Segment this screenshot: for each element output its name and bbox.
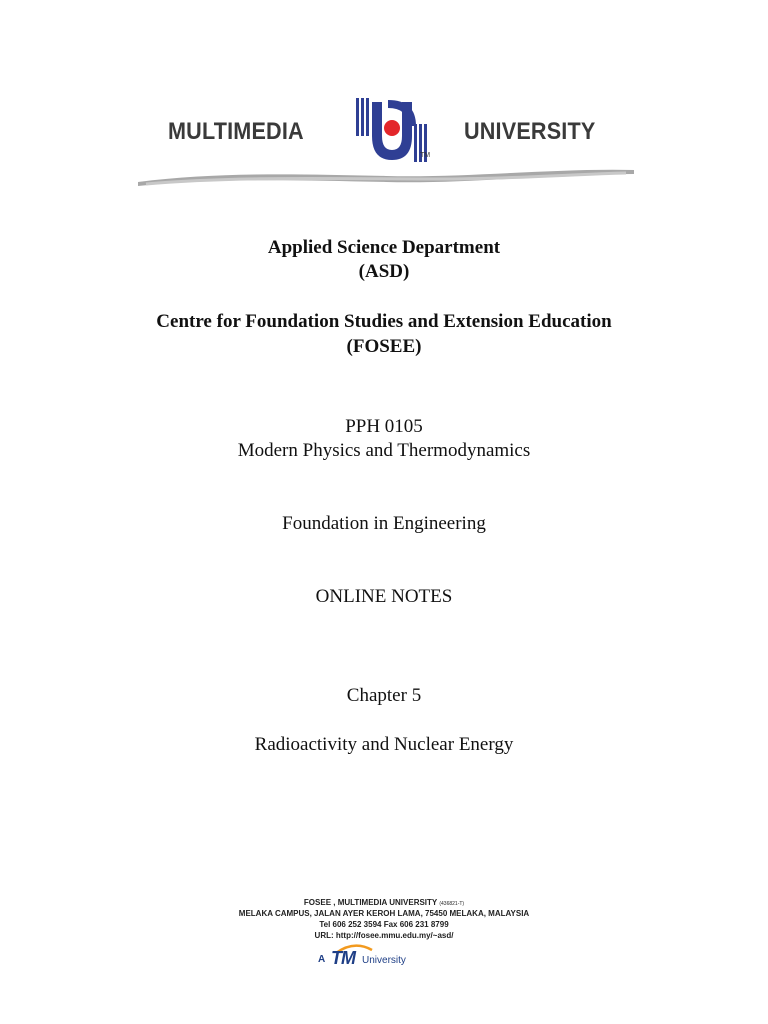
department-abbr: (ASD) <box>358 261 410 282</box>
footer-reg-no: (436821-T) <box>439 901 465 907</box>
programme-name: Foundation in Engineering <box>282 513 486 534</box>
centre-abbr: (FOSEE) <box>346 336 422 357</box>
department-name: Applied Science Department <box>267 237 501 258</box>
centre-name: Centre for Foundation Studies and Extension Education <box>156 311 612 332</box>
course-title: Modern Physics and Thermodynamics <box>237 440 531 461</box>
chapter-number: Chapter 5 <box>346 685 422 706</box>
course-code: PPH 0105 <box>345 416 423 437</box>
logo-swoosh <box>136 164 636 188</box>
tm-logo-text: TM <box>331 948 355 968</box>
tm-university-logo <box>318 946 418 970</box>
notes-label: ONLINE NOTES <box>315 586 453 607</box>
logo-left-word: MULTIMEDIA <box>168 118 304 145</box>
footer-url: URL: http://fosee.mmu.edu.my/~asd/ <box>314 931 454 940</box>
footer-org-name: FOSEE , MULTIMEDIA UNIVERSITY <box>303 898 438 907</box>
chapter-title: Radioactivity and Nuclear Energy <box>254 734 514 755</box>
footer-address: MELAKA CAMPUS, JALAN AYER KEROH LAMA, 75450 MELAKA, MALAYSIA <box>238 909 530 918</box>
tm-university-text: University <box>362 955 406 966</box>
footer-contact: Tel 606 252 3594 Fax 606 231 8799 <box>319 920 449 929</box>
tm-a-text: A <box>318 954 326 965</box>
logo-right-word: UNIVERSITY <box>464 118 596 145</box>
logo-trademark: TM <box>420 152 431 159</box>
